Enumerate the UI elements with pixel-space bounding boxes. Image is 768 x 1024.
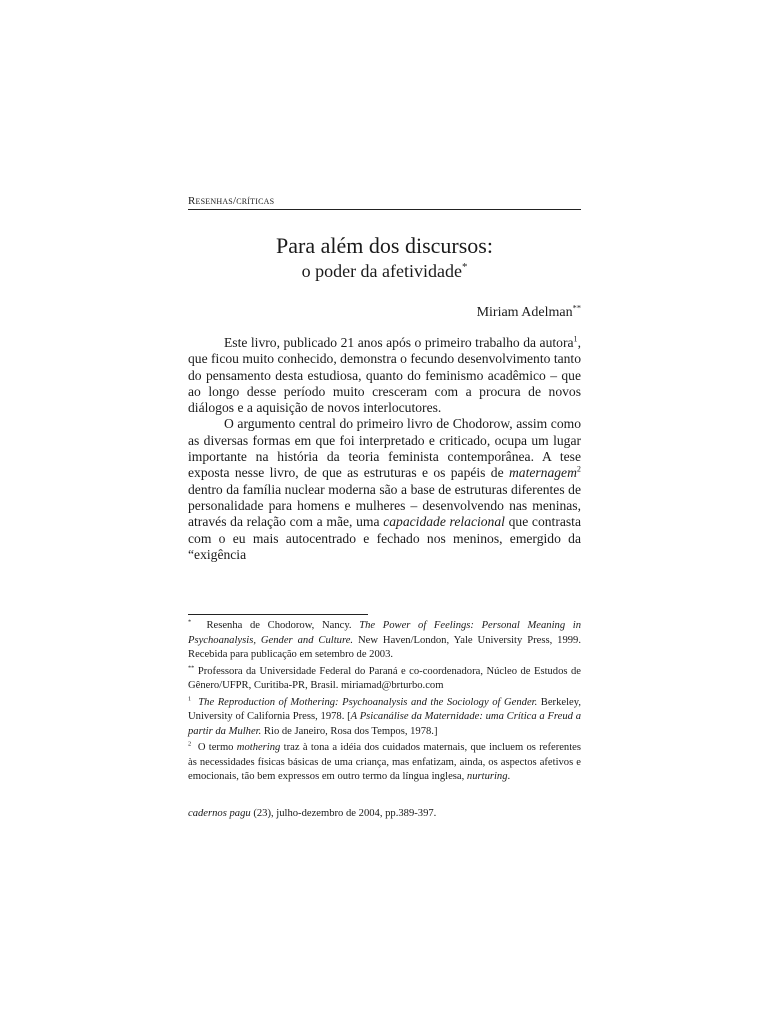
paragraph-2: [188, 416, 581, 563]
text-run: traz à tona a idéia dos cuidados maternais, que incluem os referentes às necessidades físicas básicas de uma criança, mas enfatizam, ainda, os aspectos afetivos e emocionais, tão bem expressos em outro termo da língua inglesa,: [188, 742, 581, 782]
section-label: Resenhas/críticas: [188, 195, 275, 207]
text-run: dentro da família nuclear moderna são a base de estruturas diferentes de personalidade para homens e mulheres – desenvolvendo nas meninas, através da relação com a mãe, uma: [188, 481, 581, 530]
footnote-ref-2: 2: [576, 464, 581, 474]
text-run: Professora da Universidade Federal do Paraná e co-coordenadora, Núcleo de Estudos de Gênero/UFPR, Curitiba-PR, Brasil. miriamad@brturbo.com: [188, 665, 581, 691]
paragraph-1: [188, 335, 581, 416]
journal-citation: [188, 808, 436, 819]
footnote-2: [188, 665, 581, 694]
article-body: [188, 335, 581, 563]
footnote-3: [188, 696, 581, 740]
footnote-4: [188, 741, 581, 785]
text-run: O argumento central do primeiro livro de Chodorow, assim como as diversas formas em que foi interpretado e criticado, ocupa um lugar importante na história da teoria feminista contemporânea. A tese exposta nesse livro, de que as estruturas e os papéis de: [188, 416, 581, 481]
footnote-mark: *: [188, 618, 192, 626]
author-text: Miriam Adelman: [476, 305, 573, 320]
section-header: [188, 195, 581, 210]
journal-name: cadernos pagu: [188, 808, 251, 819]
footnote-divider: [188, 614, 368, 615]
emphasis: maternagem: [508, 465, 577, 481]
emphasis: The Power of Feelings: Personal Meaning in Psychoanalysis, Gender and Culture.: [188, 620, 581, 646]
subtitle-text: o poder da afetividade: [301, 261, 463, 281]
text-run: que contrasta com o eu mais autocentrado e fechado nos meninos, emergido da “exigência: [188, 514, 581, 562]
text-run: Rio de Janeiro, Rosa dos Tempos, 1978.]: [261, 725, 438, 737]
footnote-mark: 2: [188, 740, 192, 748]
footnotes: [188, 619, 581, 787]
emphasis: nurturing: [466, 771, 508, 782]
emphasis: mothering: [236, 742, 281, 753]
text-run: Este livro, publicado 21 anos após o primeiro trabalho da autora: [224, 335, 574, 350]
emphasis: capacidade relacional: [383, 514, 505, 530]
text-run: O termo: [197, 742, 237, 753]
text-run: Berkeley, University of California Press, 1978. [: [188, 696, 581, 722]
article-subtitle: [188, 261, 581, 282]
footnote-mark: **: [188, 663, 195, 671]
emphasis: A Psicanálise da Maternidade: uma Crítica a Freud a partir da Mulher.: [188, 711, 581, 737]
author-name: [477, 305, 581, 321]
footnote-mark: 1: [188, 694, 192, 702]
author-footnote-mark: **: [572, 303, 581, 313]
text-run: , que ficou muito conhecido, demonstra o fecundo desenvolvimento tanto do pensamento desta estudiosa, quanto do feminismo acadêmico – que ao longo desse período muito cresceram com a procura de novos diálogos e a aquisição de novos interlocutores.: [188, 335, 581, 416]
text-run: Resenha de Chodorow, Nancy.: [206, 620, 360, 631]
footnote-1: [188, 619, 581, 663]
footnote-ref-1: 1: [573, 334, 578, 344]
emphasis: The Reproduction of Mothering: Psychoanalysis and the Sociology of Gender.: [198, 696, 538, 708]
text-run: .: [507, 771, 511, 782]
citation-details: (23), julho-dezembro de 2004, pp.389-397.: [250, 808, 437, 819]
text-run: New Haven/London, Yale University Press, 1999. Recebida para publicação em setembro de 2003.: [188, 634, 581, 660]
subtitle-footnote-mark: *: [462, 261, 468, 273]
article-title: Para além dos discursos:: [276, 233, 493, 258]
